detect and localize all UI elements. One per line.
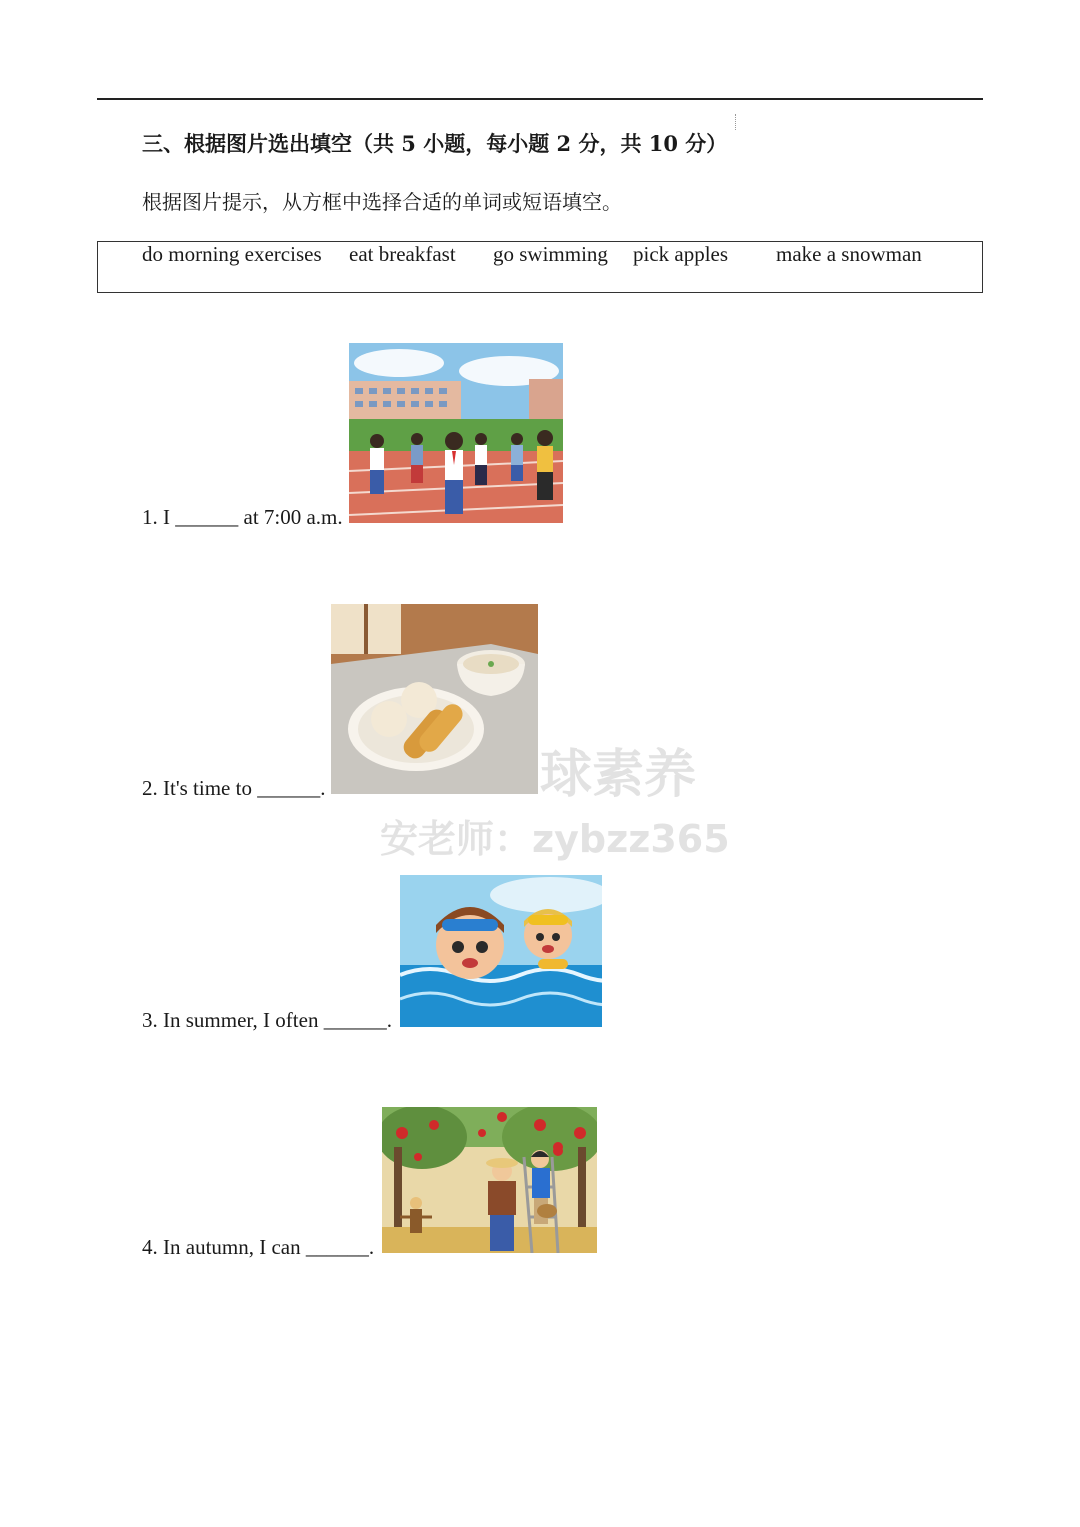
word-bank-option: do morning exercises	[142, 242, 322, 266]
question-3-text: 3. In summer, I often ______.	[142, 1008, 392, 1032]
watermark-line-2: 安老师：zybzz365	[380, 817, 730, 861]
word-bank-option: go swimming	[493, 242, 608, 266]
word-bank-option: pick apples	[633, 242, 729, 266]
section-title: 三、根据图片选出填空（共 5 小题，每小题 2 分，共 10 分）	[142, 131, 728, 156]
question-4-picture	[382, 1107, 597, 1253]
question-1-picture	[349, 343, 563, 523]
top-rule	[97, 98, 983, 100]
word-bank-option: make a snowman	[776, 242, 922, 266]
dotted-mark	[735, 114, 736, 130]
instruction-text: 根据图片提示，从方框中选择合适的单词或短语填空。	[142, 190, 622, 214]
watermark-line-1: 球素养	[540, 745, 697, 805]
question-2-text: 2. It's time to ______.	[142, 776, 326, 800]
question-4-text: 4. In autumn, I can ______.	[142, 1235, 375, 1259]
question-2-picture	[331, 604, 538, 794]
word-bank-option: eat breakfast	[349, 242, 456, 266]
question-1-text: 1. I ______ at 7:00 a.m.	[142, 505, 343, 529]
question-3-picture	[400, 875, 602, 1027]
